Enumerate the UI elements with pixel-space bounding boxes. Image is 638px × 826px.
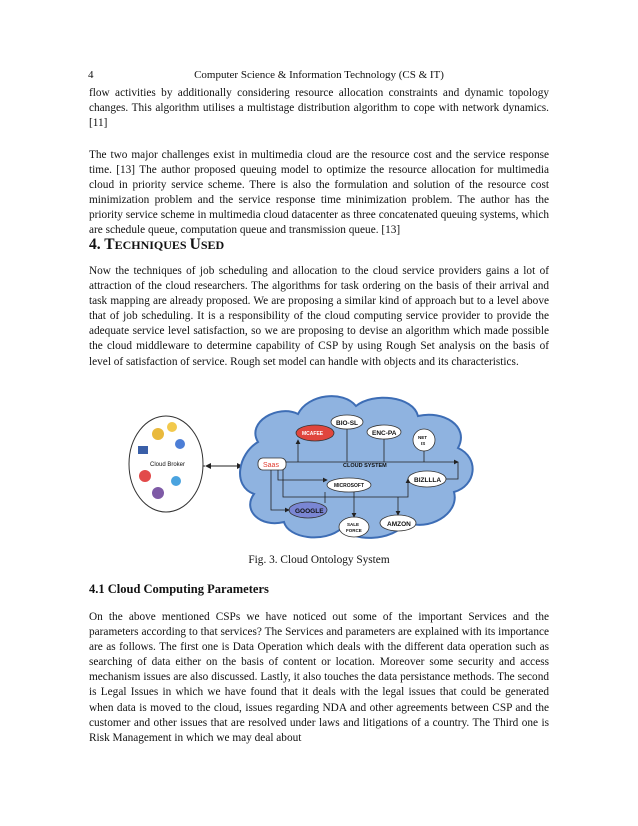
broker-lock-icon xyxy=(152,487,164,499)
node-microsoft-label: MICROSOFT xyxy=(334,483,364,489)
node-sale-force-label-2: FORCE xyxy=(346,528,362,533)
node-enc-pa-label: ENC-PA xyxy=(372,430,397,437)
node-sale-force xyxy=(339,517,369,537)
paragraph-text: Now the techniques of job scheduling and allocation to the cloud service providers gains a lot of attraction of the cloud researchers. The algorithms for task ordering on the basis of their arrival and task mapping are already proposed. We are proposing a similar kind of approach but to a level above that of job scheduling. It is a responsibility of the cloud computing service provider to provide the adequate service level satisfaction, so we are proposing to devise an algorithm which made possible the cloud middleware to determine capability of CSP by using Rough Set analysis on the basis of level of satisfaction of service. Rough set model can handle with objects and its characteristics. xyxy=(89,265,549,368)
node-netis xyxy=(413,429,435,451)
node-amzon-label: AMZON xyxy=(387,521,411,528)
heading-rest-1: ECHNIQUES xyxy=(114,238,190,252)
paragraph-techniques xyxy=(89,264,549,370)
broker-star-icon xyxy=(167,422,177,432)
heading-cap-t: T xyxy=(104,236,115,253)
heading-cap-u: U xyxy=(189,236,201,253)
paragraph-flow-activities xyxy=(89,86,549,131)
broker-computer-icon xyxy=(138,446,148,454)
paragraph-multimedia-cloud xyxy=(89,148,549,239)
paragraph-cloud-parameters xyxy=(89,610,549,746)
node-bio-sl-label: BIO-SL xyxy=(336,420,359,427)
node-netis-label-2: IS xyxy=(421,441,426,446)
broker-people-icon xyxy=(139,470,151,482)
broker-label: Cloud Broker xyxy=(150,462,186,468)
node-mcafee-label: MCAFEE xyxy=(302,431,324,437)
broker-shield-icon xyxy=(175,439,185,449)
paragraph-text: On the above mentioned CSPs we have noticed out some of the important Services and the parameters according to that services? The Services and parameters are explained with its importance are as follows. The first one is Data Operation which deals with the different data operation such as searching of data either on the basis of content or location. Moreover some security and access mechanism issues are also discussed. Lastly, it also touches the data persistance methods. The second is Legal Issues in which we have found that it deals with the legal issues that could be generated when data is moved to the cloud, issues regarding NDA and other agreements between CSP and the customer and other issues that are resolved under laws and litigations of a country. The Third one is Risk Management in which we may deal about xyxy=(89,611,549,744)
node-saas-label: Saas xyxy=(263,462,279,469)
running-title: Computer Science & Information Technology (CS & IT) xyxy=(194,69,444,81)
broker-globe-icon xyxy=(152,428,164,440)
paragraph-text: flow activities by additionally considering resource allocation constraints and dynamic topology changes. This algorithm utilises a multistage distribution algorithm to cope with network dynamics. [11] xyxy=(89,87,549,130)
figure-svg xyxy=(128,382,508,547)
subsection-heading-cloud-computing-parameters: 4.1 Cloud Computing Parameters xyxy=(89,582,269,596)
heading-rest-2: SED xyxy=(200,238,225,252)
section-number: 4. xyxy=(89,236,105,253)
cloud-ontology-figure xyxy=(128,382,508,547)
section-heading-techniques-used xyxy=(89,236,224,254)
node-google-label: GOOGLE xyxy=(295,508,324,515)
paragraph-text: The two major challenges exist in multimedia cloud are the resource cost and the service response time. [13] The author proposed queuing model to optimize the resource allocation for multimedia cloud in priority service scheme. There is also the formulation and solution of the resource cost minimization problem and the service response time minimization problem. The author has the priority service scheme in multimedia cloud datacenter as three concatenated queuing systems, which are schedule queue, computation queue and transmission queue. [13] xyxy=(89,149,549,237)
node-netis-label-1: NET xyxy=(418,435,427,440)
node-bizllla-label: BIZLLLA xyxy=(414,477,442,484)
figure-caption: Fig. 3. Cloud Ontology System xyxy=(248,554,390,566)
running-header xyxy=(88,69,550,83)
cloud-system-label: CLOUD SYSTEM xyxy=(343,463,387,469)
node-sale-force-label-1: SALE xyxy=(347,522,360,527)
broker-gear-icon xyxy=(171,476,181,486)
page-number: 4 xyxy=(88,69,94,81)
